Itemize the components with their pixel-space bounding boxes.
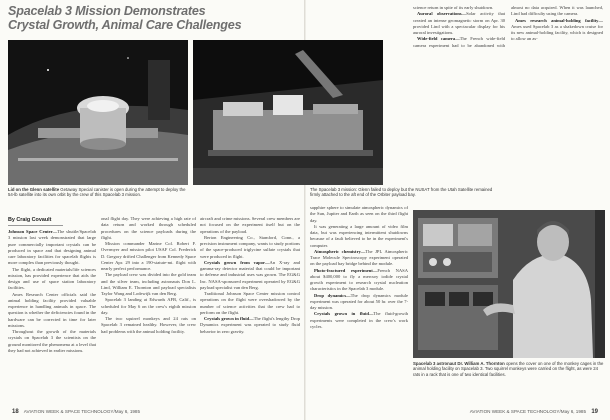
- paragraph-text: The payload crew was divided into the gold team and the silver team, including astronauts Don L. Lind, William E. Thornton and payload specialists Taylor Wang and Lodewijk van den Berg.: [101, 272, 196, 296]
- paragraph-lead: Ames research animal-holding facility—: [515, 17, 603, 23]
- footer-left: [8, 409, 140, 415]
- paragraph-text: The fluid-growth experiments were completed in the crew's work cycles.: [310, 311, 408, 329]
- photo-thornton-animal-facility: [413, 210, 605, 358]
- footer-right: [470, 409, 602, 415]
- paragraph-text: science return in spite of its early shutdown.: [413, 5, 494, 10]
- paragraph-lead: Johnson Space Center—: [8, 229, 58, 234]
- paragraph-lead: Drop dynamics—: [314, 292, 351, 298]
- paragraph-text: The French wide-field camera experiment had to be abandoned with almost no data acquired. When it was launched, Lind had difficulty using the camera.: [413, 5, 603, 48]
- paragraph-text: French NASA about $400,000 to fly a mercury iodide crystal growth experiment to research crystal nucleation characteristics in the Spacelab 3 module.: [310, 267, 408, 292]
- paragraph-text: The JPL Atmospheric Trace Molecule Spectroscopy experiment operated on the payload bay bridge behind the module.: [310, 248, 408, 267]
- paragraph: [310, 249, 408, 268]
- caption-left-text: Getaway Special canister is open during the attempt to deploy the 54-lb satellite into its own orbit by the crew of this Spacelab 3 mission.: [8, 187, 186, 198]
- caption-left-photo: [8, 187, 188, 198]
- paragraph: [310, 205, 408, 224]
- paragraph-text: onal flight day. They were achieving a high rate of data return and worked through scheduled procedures on the science payloads during the flight.: [101, 216, 196, 240]
- paragraph-text: Throughout the growth of the materials crystals on Spacelab 3 the scientists on the ground monitored the phenomena at a level that they had not achieved in earlier missions.: [8, 329, 96, 353]
- paragraph-text: It was generating a large amount of video film data, but was experiencing intermittent shutdowns because of a fault believed to be in the experiment's computer.: [310, 223, 408, 248]
- caption-middle-text: The Spacelab 3 mission: Glenn failed to deploy but the NUSAT from the Utah Satellite remained firmly attached to the aft end of the Orbiter payload bay.: [310, 187, 493, 198]
- paragraph-text: Ames Research Center officials said the animal holding facility provided valuable experience in handling animals in space. The question is whether the deficiencies found in the hardware can be corrected in time for later missions.: [8, 291, 96, 328]
- paragraph-text: An X-ray and gamma-ray detector material that could be important to defense and industrial uses was grown. The EG&G Inc. NASA-sponsored experiment operated by EG&G payload specialist van den Berg.: [200, 259, 300, 290]
- text-column-4: [310, 205, 408, 405]
- photo-payload-bay: [193, 40, 383, 185]
- paragraph: [200, 216, 300, 235]
- footer-left-publication: AVIATION WEEK & SPACE TECHNOLOGY/May 6, 1985: [23, 409, 141, 414]
- paragraph: [101, 297, 196, 316]
- paragraph: [200, 235, 300, 260]
- paragraph: [511, 18, 603, 43]
- caption-right-bold: Spacelab 3 astronaut Dr. William A. Thornton: [413, 361, 505, 366]
- paragraph: [101, 316, 196, 335]
- paragraph: [310, 268, 408, 293]
- text-column-2: [101, 216, 196, 405]
- paragraph: [200, 260, 300, 291]
- paragraph-text: Solar activity that created an intense geomagnetic storm on Apr. 30 provided Lind with a spectacular display for his auroral investigations.: [413, 11, 506, 35]
- page-number-right: 19: [591, 409, 598, 415]
- paragraph: [200, 316, 300, 335]
- paragraph-text: The shuttle/Spacelab 3 mission last week demonstrated that large pure commercially important crystals can be produced in space and that designing animal care laboratory facilities for spacelab flights is more complex than previously thought.: [8, 229, 96, 266]
- paragraph: [8, 292, 96, 330]
- paragraph-lead: Auroral observations—: [417, 11, 467, 17]
- text-column-5: [413, 5, 603, 205]
- paragraph: [310, 311, 408, 330]
- paragraph-text: The flight, a dedicated materials/life sciences mission, has provided experience that aids the design and use of space station laboratory facilities.: [8, 266, 96, 291]
- byline-rule: [8, 225, 63, 226]
- paragraph-text: The two squirrel monkeys and 24 rats on Spacelab 3 remained healthy. However, the crew had problems with the animal holding facility.: [101, 316, 196, 334]
- paragraph-text: sapphire sphere to simulate atmospheric dynamics of the Sun, Jupiter and Earth as seen on the third flight day.: [310, 205, 408, 223]
- paragraph: [8, 267, 96, 292]
- paragraph-text: Berton Engineering Co., Stamford, Conn., a precision instrument company, wants to study portions of the space-produced triglycine sulfate crystals that were produced in flight.: [200, 234, 300, 259]
- paragraph: [101, 241, 196, 272]
- paragraph: [101, 216, 196, 241]
- caption-right-text: opens the cover on one of the monkey cages in the animal holding facility on Spacelab 3. Two squirrel monkeys were carried on the flight, as were 24 rats in a rack that is one of two identical facilities.: [413, 361, 604, 377]
- paragraph-text: Traditional Johnson Space Center mission control operations on the flight were overshadowed by the number of science activities that the crew had to perform on the flight.: [200, 291, 300, 315]
- byline: By Craig Covault: [8, 217, 52, 223]
- paragraph-text: Spacelab 3 landing at Edwards AFB, Calif., is scheduled for May 6 on the crew's eighth mission day.: [101, 297, 196, 315]
- paragraph-lead: Wide-field camera—: [417, 36, 460, 42]
- paragraph: [8, 329, 96, 354]
- paragraph: [101, 272, 196, 297]
- paragraph: [310, 224, 408, 249]
- paragraph: [200, 291, 300, 316]
- paragraph-lead: Atmospheric chemistry—: [314, 248, 366, 254]
- paragraph-text: aircraft and crime missions. Several crew members are not focused on the experiment itself but on the operations of the payload.: [200, 216, 300, 234]
- paragraph: [310, 293, 408, 312]
- paragraph-lead: Crystals grown from vapor—: [204, 259, 270, 265]
- footer-right-publication: AVIATION WEEK & SPACE TECHNOLOGY/May 6, 1985: [469, 409, 587, 414]
- article-headline: [8, 5, 298, 32]
- paragraph-lead: Crystals grown in fluid—: [204, 316, 254, 321]
- paragraph-text: Mission commander Marine Col. Robert F. Overmyer and mission pilot USAF Col. Frederick D. Gregory drifted Challenger from Kennedy Space Center Apr. 29 into a 190-statute-mi. flight with nearly perfect performance.: [101, 241, 196, 271]
- paragraph-text: Ames used Spacelab 3 as a shakedown cruise for its new animal-holding facility, which is designed to allow an as-: [511, 23, 603, 42]
- paragraph-lead: Crystals grown in fluid—: [314, 311, 374, 317]
- headline-line-1: Spacelab 3 Mission Demonstrates: [8, 4, 206, 18]
- text-column-1: [8, 229, 96, 405]
- caption-right-photo: [413, 361, 605, 377]
- page-number-left: 18: [12, 409, 19, 415]
- caption-left-bold: Lid on the Glenn satellite: [8, 187, 60, 192]
- paragraph: [8, 229, 96, 267]
- paragraph-text: The flight's lengthy Drop Dynamics experiment was operated to study fluid behavior in zero gravity.: [200, 316, 300, 334]
- headline-line-2: Crystal Growth, Animal Care Challenges: [8, 17, 242, 32]
- paragraph-lead: Photo-fractured experiment—: [314, 267, 378, 273]
- photo-glenn-satellite: [8, 40, 188, 185]
- paragraph: [413, 11, 505, 36]
- text-column-3: [200, 216, 300, 405]
- paragraph-text: The drop dynamics module experiment was operated for about 50 hr. over the 7-day mission.: [310, 292, 408, 310]
